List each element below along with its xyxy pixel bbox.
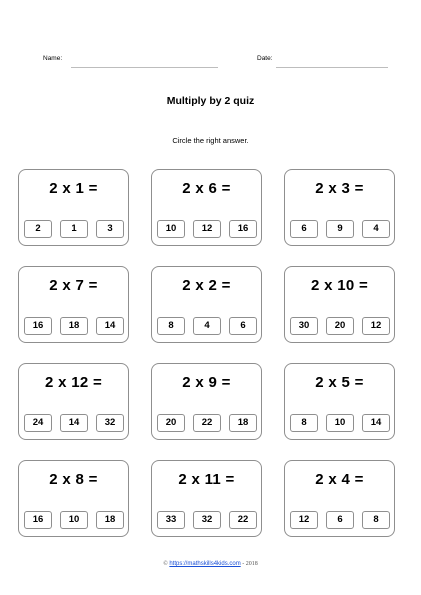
question-text: 2 x 6 = [182, 180, 231, 197]
date-label: Date: [257, 55, 273, 62]
answer-options [157, 511, 257, 529]
answer-option[interactable]: 14 [362, 414, 390, 432]
question-card [18, 169, 129, 246]
question-text: 2 x 11 = [178, 471, 235, 488]
instruction-text: Circle the right answer. [172, 136, 249, 145]
answer-option[interactable]: 24 [24, 414, 52, 432]
question-text: 2 x 5 = [315, 374, 364, 391]
question-text: 2 x 3 = [315, 180, 364, 197]
answer-option[interactable]: 10 [60, 511, 88, 529]
answer-options [157, 220, 257, 238]
date-line[interactable] [276, 67, 388, 68]
answer-option[interactable]: 18 [229, 414, 257, 432]
answer-option[interactable]: 33 [157, 511, 185, 529]
question-text: 2 x 1 = [49, 180, 98, 197]
answer-option[interactable]: 8 [362, 511, 390, 529]
answer-option[interactable]: 16 [229, 220, 257, 238]
question-card [151, 363, 262, 440]
answer-option[interactable]: 10 [157, 220, 185, 238]
footer [0, 561, 421, 567]
answer-option[interactable]: 18 [96, 511, 124, 529]
question-card [151, 460, 262, 537]
question-card [151, 169, 262, 246]
name-label: Name: [43, 55, 63, 62]
answer-options [24, 220, 124, 238]
question-text: 2 x 10 = [310, 277, 369, 294]
question-text: 2 x 4 = [315, 471, 364, 488]
question-card [284, 363, 395, 440]
answer-option[interactable]: 12 [362, 317, 390, 335]
answer-option[interactable]: 6 [229, 317, 257, 335]
question-card [18, 266, 129, 343]
answer-options [24, 511, 124, 529]
answer-option[interactable]: 6 [326, 511, 354, 529]
footer-year: - 2018 [242, 561, 258, 567]
answer-options [290, 511, 390, 529]
question-text: 2 x 2 = [182, 277, 231, 294]
page-title: Multiply by 2 quiz [166, 95, 255, 107]
answer-options [24, 414, 124, 432]
answer-option[interactable]: 4 [362, 220, 390, 238]
question-card [18, 363, 129, 440]
question-text: 2 x 12 = [44, 374, 103, 391]
question-card [284, 266, 395, 343]
question-text: 2 x 8 = [49, 471, 98, 488]
answer-option[interactable]: 20 [157, 414, 185, 432]
answer-options [290, 414, 390, 432]
answer-option[interactable]: 2 [24, 220, 52, 238]
answer-option[interactable]: 22 [193, 414, 221, 432]
answer-option[interactable]: 18 [60, 317, 88, 335]
answer-options [157, 414, 257, 432]
question-card [284, 169, 395, 246]
answer-option[interactable]: 8 [157, 317, 185, 335]
answer-option[interactable]: 6 [290, 220, 318, 238]
answer-option[interactable]: 22 [229, 511, 257, 529]
answer-option[interactable]: 12 [290, 511, 318, 529]
answer-option[interactable]: 30 [290, 317, 318, 335]
question-text: 2 x 7 = [49, 277, 98, 294]
answer-option[interactable]: 4 [193, 317, 221, 335]
answer-option[interactable]: 20 [326, 317, 354, 335]
header-row [0, 55, 421, 69]
answer-option[interactable]: 32 [193, 511, 221, 529]
answer-option[interactable]: 3 [96, 220, 124, 238]
answer-option[interactable]: 10 [326, 414, 354, 432]
answer-options [157, 317, 257, 335]
answer-options [290, 317, 390, 335]
answer-option[interactable]: 16 [24, 317, 52, 335]
answer-options [24, 317, 124, 335]
answer-option[interactable]: 1 [60, 220, 88, 238]
copyright-symbol: © [163, 561, 168, 567]
answer-option[interactable]: 8 [290, 414, 318, 432]
question-card [151, 266, 262, 343]
question-text: 2 x 9 = [182, 374, 231, 391]
answer-option[interactable]: 32 [96, 414, 124, 432]
question-card [18, 460, 129, 537]
answer-option[interactable]: 12 [193, 220, 221, 238]
answer-option[interactable]: 14 [96, 317, 124, 335]
question-card [284, 460, 395, 537]
answer-options [290, 220, 390, 238]
name-line[interactable] [71, 67, 218, 68]
website-link[interactable]: https://mathskills4kids.com [169, 561, 241, 567]
answer-option[interactable]: 9 [326, 220, 354, 238]
answer-option[interactable]: 14 [60, 414, 88, 432]
answer-option[interactable]: 16 [24, 511, 52, 529]
